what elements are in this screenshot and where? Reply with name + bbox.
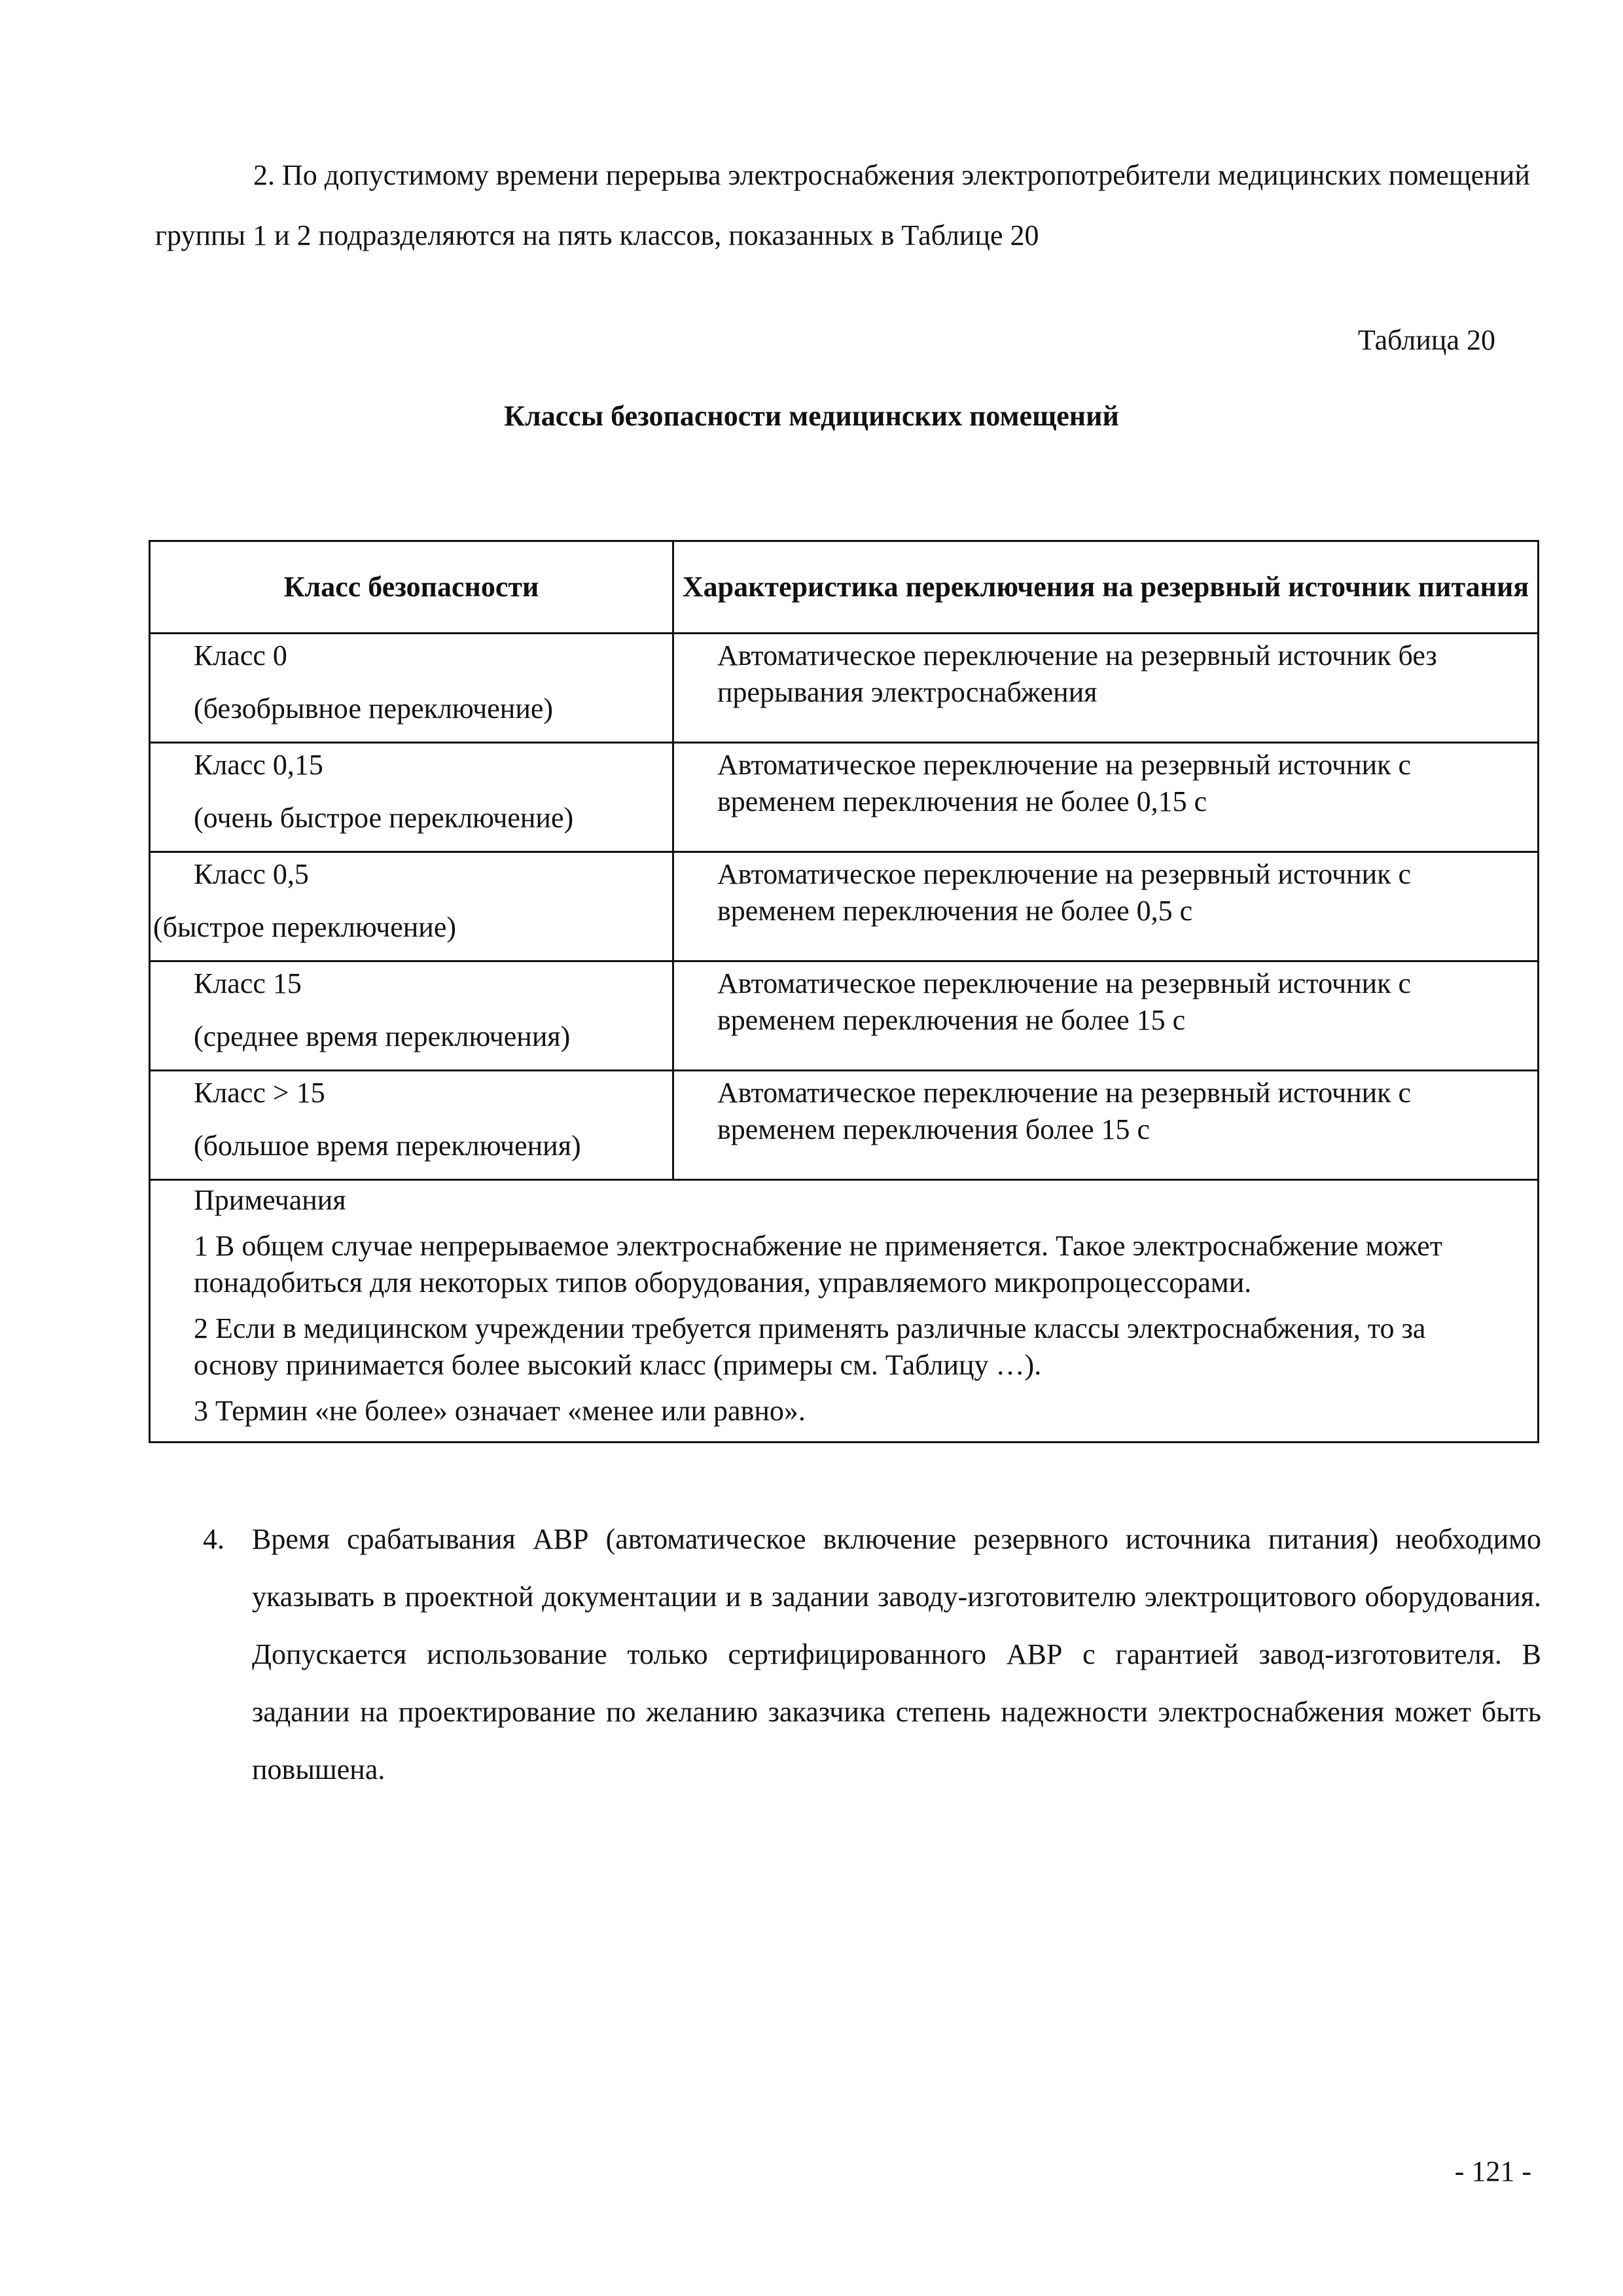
characteristic-cell — [673, 1071, 1539, 1180]
header-switching-characteristic: Характеристика переключения на резервный источник питания — [673, 541, 1539, 634]
table-title: Классы безопасности медицинских помещений — [504, 400, 1119, 432]
class-cell — [150, 852, 673, 961]
characteristic-cell — [673, 852, 1539, 961]
class-name: Класс 0,5 — [194, 858, 309, 890]
intro-paragraph: 2. По допустимому времени перерыва электроснабжения электропотребители медицинских помещений группы 1 и 2 подразделяются на пять классов, показанных в Таблице 20 — [155, 159, 1530, 251]
item-4-text: Время срабатывания АВР (автоматическое включение резервного источника питания) необходимо указывать в проектной документации и в задании заводу-изготовителю электрощитового оборудования. Допускается использование только сертифицированного АВР с гарантией завод-изготовителя. В задании на проектирование по желанию заказчика степень надежности электроснабжения может быть повышена. — [252, 1523, 1541, 1785]
page-number: - 121 - — [1454, 2155, 1531, 2187]
class-description: (очень быстрое переключение) — [194, 802, 574, 834]
table-header-row — [150, 541, 1539, 634]
class-name: Класс 0 — [194, 639, 287, 672]
class-description: (большое время переключения) — [194, 1130, 581, 1162]
characteristic-cell — [673, 634, 1539, 743]
characteristic-text: Автоматическое переключение на резервный источник с временем переключения более 15 с — [717, 1077, 1412, 1145]
class-description: (безобрывное переключение) — [194, 692, 554, 725]
table-row — [150, 852, 1539, 961]
notes-cell — [150, 1180, 1539, 1443]
class-name: Класс > 15 — [194, 1077, 325, 1109]
characteristic-cell — [673, 961, 1539, 1071]
class-name: Класс 15 — [194, 967, 302, 999]
class-cell — [150, 1071, 673, 1180]
notes-title: Примечания — [194, 1184, 346, 1216]
table-row — [150, 634, 1539, 743]
characteristic-text: Автоматическое переключение на резервный источник с временем переключения не более 0,5 с — [717, 858, 1412, 927]
table-row — [150, 961, 1539, 1071]
class-cell — [150, 743, 673, 852]
characteristic-text: Автоматическое переключение на резервный источник без прерывания электроснабжения — [717, 639, 1437, 708]
item-4-number: 4. — [203, 1523, 224, 1555]
characteristic-text: Автоматическое переключение на резервный источник с временем переключения не более 0,15 с — [717, 749, 1412, 817]
notes-row — [150, 1180, 1539, 1443]
characteristic-text: Автоматическое переключение на резервный источник с временем переключения не более 15 с — [717, 967, 1412, 1036]
table-row — [150, 743, 1539, 852]
note-2: 2 Если в медицинском учреждении требуется применять различные классы электроснабжения, то за основу принимается более высокий класс (примеры см. Таблицу …). — [194, 1312, 1426, 1381]
item-4-paragraph — [203, 1511, 1541, 1799]
class-name: Класс 0,15 — [194, 749, 323, 781]
header-safety-class: Класс безопасности — [150, 541, 673, 634]
safety-classes-table — [149, 540, 1539, 1443]
note-3: 3 Термин «не более» означает «менее или равно». — [194, 1395, 806, 1427]
characteristic-cell — [673, 743, 1539, 852]
table-row — [150, 1071, 1539, 1180]
class-cell — [150, 634, 673, 743]
note-1: 1 В общем случае непрерываемое электроснабжение не применяется. Такое электроснабжение может понадобиться для некоторых типов оборудования, управляемого микропроцессорами. — [194, 1230, 1442, 1299]
class-description: (быстрое переключение) — [153, 911, 457, 943]
table-caption: Таблица 20 — [1357, 324, 1495, 356]
class-description: (среднее время переключения) — [194, 1020, 571, 1052]
class-cell — [150, 961, 673, 1071]
